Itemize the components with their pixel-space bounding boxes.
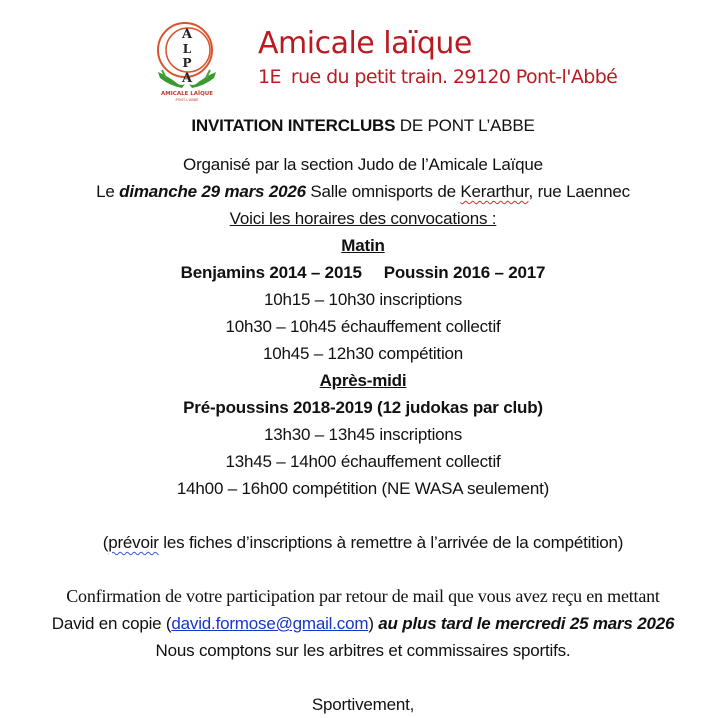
- morning-schedule-item: 10h15 – 10h30 inscriptions: [263, 290, 462, 309]
- note-open: (: [102, 533, 109, 552]
- morning-schedule-item: 10h30 – 10h45 échauffement collectif: [225, 317, 501, 336]
- title-normal: DE PONT L’ABBE: [395, 116, 535, 135]
- note-word: prévoir: [108, 533, 159, 552]
- morning-group-2: Poussin 2016 – 2017: [383, 263, 546, 282]
- amicale-laique-logo: [152, 20, 222, 102]
- email-link[interactable]: david.formose@gmail.com: [171, 614, 369, 633]
- morning-heading: Matin: [341, 236, 385, 255]
- svg-text:P: P: [182, 56, 192, 70]
- organization-address: [258, 66, 617, 88]
- svg-text:L: L: [182, 42, 192, 56]
- morning-groups: [0, 259, 726, 286]
- copy-close: ): [368, 614, 374, 633]
- afternoon-schedule-item: 13h45 – 14h00 échauffement collectif: [225, 452, 501, 471]
- address-text: rue du petit train. 29120 Pont-l'Abbé: [290, 66, 618, 88]
- afternoon-schedule-item: 13h30 – 13h45 inscriptions: [263, 425, 462, 444]
- event-date: dimanche 29 mars 2026: [119, 182, 306, 201]
- organization-name: Amicale laïque: [258, 26, 472, 61]
- date-prefix: Le: [96, 182, 120, 201]
- confirmation-line-2: [0, 610, 726, 637]
- referees-line: Nous comptons sur les arbitres et commissaires sportifs.: [155, 641, 571, 660]
- svg-text:PONT-L'ABBÉ: PONT-L'ABBÉ: [175, 98, 199, 102]
- morning-schedule-item: 10h45 – 12h30 compétition: [262, 344, 464, 363]
- schedule-heading: Voici les horaires des convocations :: [229, 209, 497, 228]
- copy-prefix: David en copie (: [51, 614, 172, 633]
- organizer-line: Organisé par la section Judo de l’Amicale Laïque: [183, 155, 543, 174]
- closing: Sportivement,: [311, 695, 415, 714]
- svg-text:AMICALE LAÏQUE: AMICALE LAÏQUE: [161, 91, 213, 97]
- afternoon-schedule-item: 14h00 – 16h00 compétition (NE WASA seulement): [176, 479, 550, 498]
- document-body: [0, 112, 726, 718]
- venue-name: Kerarthur: [460, 182, 529, 201]
- date-venue-line: [0, 178, 726, 205]
- registration-note: [0, 529, 726, 556]
- afternoon-group: Pré-poussins 2018-2019 (12 judokas par club): [183, 398, 543, 417]
- venue-prefix: Salle omnisports de: [305, 182, 461, 201]
- note-rest: les fiches d’inscriptions à remettre à l’arrivée de la compétition): [158, 533, 624, 552]
- morning-group-1: Benjamins 2014 – 2015: [180, 263, 362, 282]
- venue-suffix: , rue Laennec: [528, 182, 630, 201]
- title-bold: INVITATION INTERCLUBS: [191, 116, 396, 135]
- svg-text:A: A: [181, 27, 193, 42]
- address-number: 1E: [258, 66, 281, 88]
- logo-emblem-icon: [152, 20, 222, 102]
- confirmation-line-1: Confirmation de votre participation par retour de mail que vous avez reçu en mettant: [66, 586, 660, 606]
- svg-text:A: A: [181, 71, 193, 86]
- document-title: [0, 112, 726, 139]
- deadline: au plus tard le mercredi 25 mars 2026: [373, 614, 675, 633]
- afternoon-heading: Après-midi: [319, 371, 407, 390]
